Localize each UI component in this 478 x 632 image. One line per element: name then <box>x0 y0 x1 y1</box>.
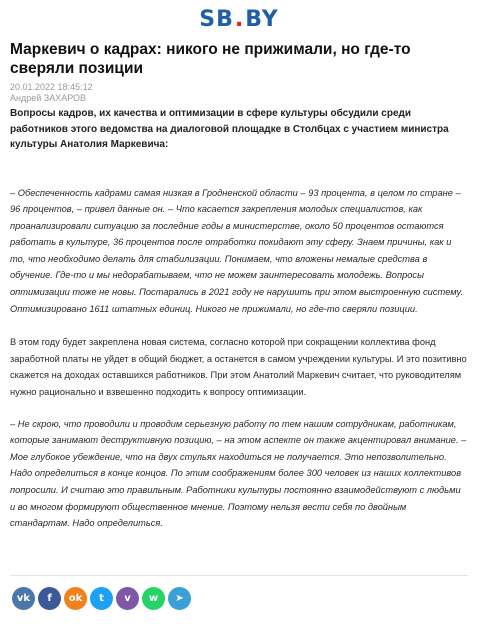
logo-text-left: SB <box>199 6 234 32</box>
whatsapp-share-button[interactable] <box>142 587 165 610</box>
article-date: 20.01.2022 18:45:12 <box>10 82 93 92</box>
article-paragraph: В этом году будет закреплена новая система, согласно которой при сокращении коллектива фонд заработной платы не уйдет в общий бюджет, а останется в самом учреждении культуры. И это позитивно скажется на доходах оставшихся работников. При этом Анатолий Маркевич считает, что руководителям нужно рационально и взвешенно подходить к вопросу оптимизации. <box>10 337 467 398</box>
site-logo[interactable] <box>199 7 278 32</box>
article-author[interactable]: Андрей ЗАХАРОВ <box>10 93 87 103</box>
article <box>0 40 478 532</box>
divider <box>10 575 468 576</box>
article-paragraph: – Обеспеченность кадрами самая низкая в Гродненской области – 93 процента, в целом по стране – 96 процентов, – привел данные он. – Что касается закрепления молодых специалистов, как проанализировали ситуацию за последние годы в министерстве, около 50 процентов остаются работать в культуре, 36 процентов после отработки покидают эту сферу. Знаем причины, как и то, что необходимо делать для стабилизации. Понимаем, что вложены немалые средства в обучение. Где-то и мы недорабатываем, что не можем заинтересовать молодежь. Вопросы оптимизации тоже не новы. Постарались в 2021 году не нарушить при этом выстроенную систему. Оптимизировано 1611 штатных единиц. Никого не прижимали, но где-то сверяли позиции. <box>10 187 464 314</box>
whatsapp-icon: w <box>148 593 159 604</box>
odnoklassniki-icon: ok <box>68 593 83 604</box>
odnoklassniki-share-button[interactable] <box>64 587 87 610</box>
twitter-icon: t <box>99 593 104 604</box>
article-paragraph: – Не скрою, что проводили и проводим серьезную работу по тем нашим сотрудникам, работникам, которые занимают деструктивную позицию, – на этом аспекте он также акцентировал внимание. – Мое глубокое убеждение, что на двух стульях находиться не получается. Это непозволительно. Надо определиться в конце концов. По этим соображениям более 300 человек из наших коллективов попросили. И считаю это правильным. Работники культуры постоянно взаимодействуют с людьми и во многом формируют общественное мнение. Поэтому нельзя вести себя по двойным стандартам. Надо определиться. <box>10 418 467 529</box>
share-bar <box>12 587 191 610</box>
viber-icon: v <box>124 593 131 604</box>
vk-icon: vk <box>16 593 31 604</box>
telegram-icon: ➤ <box>175 593 184 604</box>
facebook-share-button[interactable] <box>38 587 61 610</box>
logo-dot: . <box>234 6 245 32</box>
article-lead: Вопросы кадров, их качества и оптимизации в сфере культуры обсудили среди работников этого ведомства на диалоговой площадке в Столбцах с участием министра культуры Анатолия Маркевича: <box>10 108 449 150</box>
vk-share-button[interactable] <box>12 587 35 610</box>
article-title: Маркевич о кадрах: никого не прижимали, но где-то сверяли позиции <box>10 41 411 77</box>
site-header <box>0 0 478 38</box>
twitter-share-button[interactable] <box>90 587 113 610</box>
logo-text-right: BY <box>245 6 279 32</box>
telegram-share-button[interactable] <box>168 587 191 610</box>
viber-share-button[interactable] <box>116 587 139 610</box>
facebook-icon: f <box>47 593 52 604</box>
